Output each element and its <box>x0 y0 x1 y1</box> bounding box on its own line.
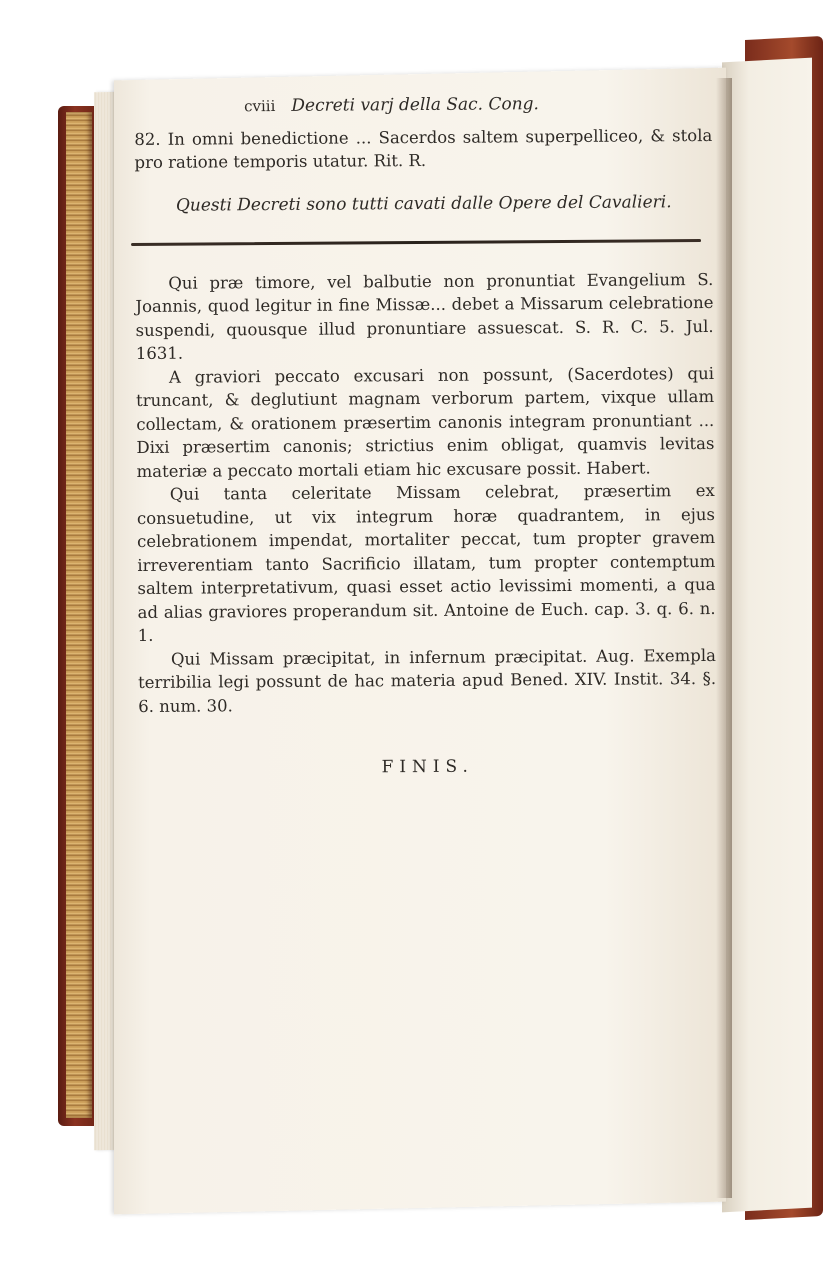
paragraph-1: Qui præ timore, vel balbutie non pronuntiat Evangelium S. Joannis, quod legitur in fine Missæ... debet a Missarum celebratione suspendi, quousque illud pronuntiare assuescat. S. R. C. 5. Jul. 1631. <box>135 269 714 363</box>
facing-page-edge <box>722 58 812 1213</box>
source-note: Questi Decreti sono tutti cavati dalle Opere del Cavalieri. <box>175 191 672 216</box>
finis: FINIS. <box>381 756 474 778</box>
page-text-block <box>134 92 717 782</box>
section-divider <box>131 239 701 246</box>
page-gutter-shadow <box>716 78 732 1198</box>
running-head: Decreti varj della Sac. Cong. <box>291 94 539 116</box>
gilt-page-edge <box>66 112 92 1118</box>
decree-82: 82. In omni benedictione ... Sacerdos saltem superpelliceo, & stola pro ratione temporis utatur. Rit. R. <box>134 125 713 172</box>
paragraph-2: A graviori peccato excusari non possunt, (Sacerdotes) qui truncant, & deglutiunt magnam verborum partem, vixque ullam collectam, & orationem præsertim canonis integram pronuntiant ... Dixi præsertim canonis; strictius enim obligat, quamvis levitas materiæ a peccato mortali etiam hic excusare possit. Habert. <box>136 363 715 481</box>
body-text <box>135 267 716 718</box>
page-number: cviii <box>244 97 276 116</box>
paragraph-4: Qui Missam præcipitat, in infernum præcipitat. Aug. Exempla terribilia legi possunt de hac materia apud Bened. XIV. Instit. 34. §. 6. num. 30. <box>138 645 717 716</box>
paragraph-3: Qui tanta celeritate Missam celebrat, præsertim ex consuetudine, ut vix integrum horæ quadrantem, in ejus celebrationem impendat, mortaliter peccat, tum propter gravem irreverentiam tanto Sacrificio illatam, tum propter contemptum saltem interpretativum, quasi esset actio levissimi momenti, a qua ad alias graviores properandum sit. Antoine de Euch. cap. 3. q. 6. n. 1. <box>136 480 716 645</box>
running-header <box>134 92 712 120</box>
